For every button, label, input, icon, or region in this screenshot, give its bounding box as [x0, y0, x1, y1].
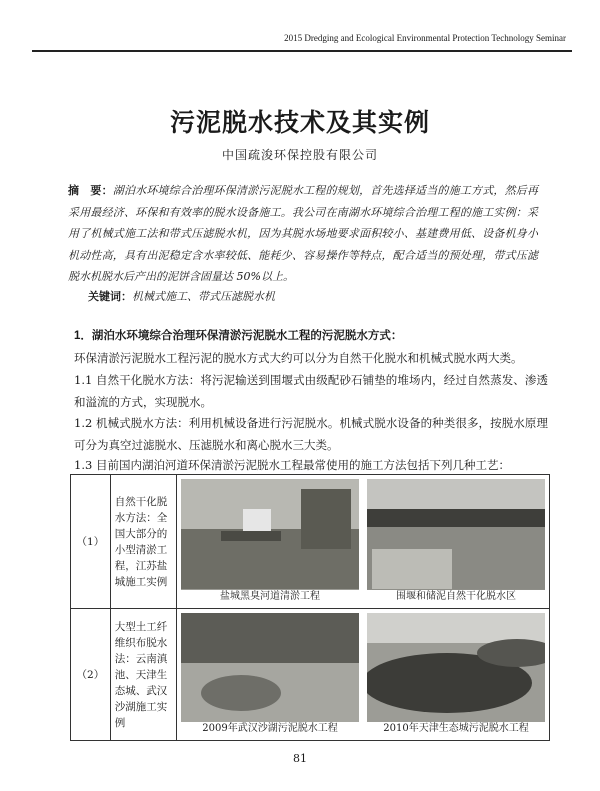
drying-area-graphic — [367, 479, 545, 604]
row-number: （2） — [71, 609, 111, 741]
keywords-label: 关键词： — [88, 290, 132, 303]
photo-yancheng-dredging — [181, 479, 359, 604]
row-description: 大型土工纤维织布脱水法：云南滇池、天津生态城、武汉沙湖施工实例 — [110, 609, 176, 741]
paragraph-intro: 环保清淤污泥脱水工程污泥的脱水方式大约可以分为自然干化脱水和机械式脱水两大类。 — [74, 351, 523, 365]
photo-natural-drying-area — [367, 479, 545, 604]
paragraph-1-1: 1.1 自然干化脱水方法：将污泥输送到围堰式由级配砂石铺垫的堆场内，经过自然蒸发、渗透和溢流的方式，实现脱水。 — [74, 373, 548, 409]
photo-tianjin-ecocity — [367, 613, 545, 736]
geotube-photo-graphic — [367, 613, 545, 736]
row-description: 自然干化脱水方法：全国大部分的小型清淤工程，江苏盐城施工实例 — [110, 475, 176, 609]
paper-title: 污泥脱水技术及其实例 — [169, 108, 430, 137]
geotube-photo-graphic — [181, 613, 359, 736]
photo-wuhan-shahu — [181, 613, 359, 736]
photo-caption: 盐城黑臭河道清淤工程 — [181, 590, 359, 604]
river-photo-graphic — [181, 479, 359, 604]
running-header: 2015 Dredging and Ecological Environmental Protection Technology Seminar — [284, 33, 566, 43]
section-1-heading: 1．湖泊水环境综合治理环保清淤污泥脱水工程的污泥脱水方式： — [74, 330, 403, 342]
method-photo-table — [70, 474, 550, 741]
paragraph-1-3: 1.3 目前国内湖泊河道环保清淤污泥脱水工程最常使用的施工方法包括下列几种工艺： — [74, 458, 510, 472]
abstract-label: 摘 要： — [68, 184, 113, 197]
row-number: （1） — [71, 475, 111, 609]
photo-caption: 2009年武汉沙湖污泥脱水工程 — [181, 722, 359, 736]
page-number: 81 — [293, 752, 307, 765]
header-rule — [32, 50, 572, 52]
paragraph-1-2: 1.2 机械式脱水方法：利用机械设备进行污泥脱水。机械式脱水设备的种类很多，按脱水原理可分为真空过滤脱水、压滤脱水和离心脱水三大类。 — [74, 416, 548, 452]
table-row — [71, 475, 550, 609]
abstract — [68, 180, 538, 288]
keywords — [88, 288, 275, 304]
table-row — [71, 609, 550, 741]
photo-caption: 2010年天津生态城污泥脱水工程 — [367, 722, 545, 736]
author-affiliation: 中国疏浚环保控股有限公司 — [221, 148, 378, 162]
abstract-text: 湖泊水环境综合治理环保清淤污泥脱水工程的规划，首先选择适当的施工方式，然后再采用最经济、环保和有效率的脱水设备施工。我公司在南湖水环境综合治理工程的施工实例：采用了机械式施工法和带式压滤脱水机，因为其脱水场地要求面积较小、基建费用低、设备机身小机动性高，具有出泥稳定含水率较低、能耗少、容易操作等特点，配合适当的预处理，带式压滤脱水机脱水后产出的泥饼含固量达 50%以上。 — [68, 184, 538, 283]
keywords-text: 机械式施工、带式压滤脱水机 — [132, 290, 275, 303]
photo-caption: 围堰和储泥自然干化脱水区 — [367, 590, 545, 604]
